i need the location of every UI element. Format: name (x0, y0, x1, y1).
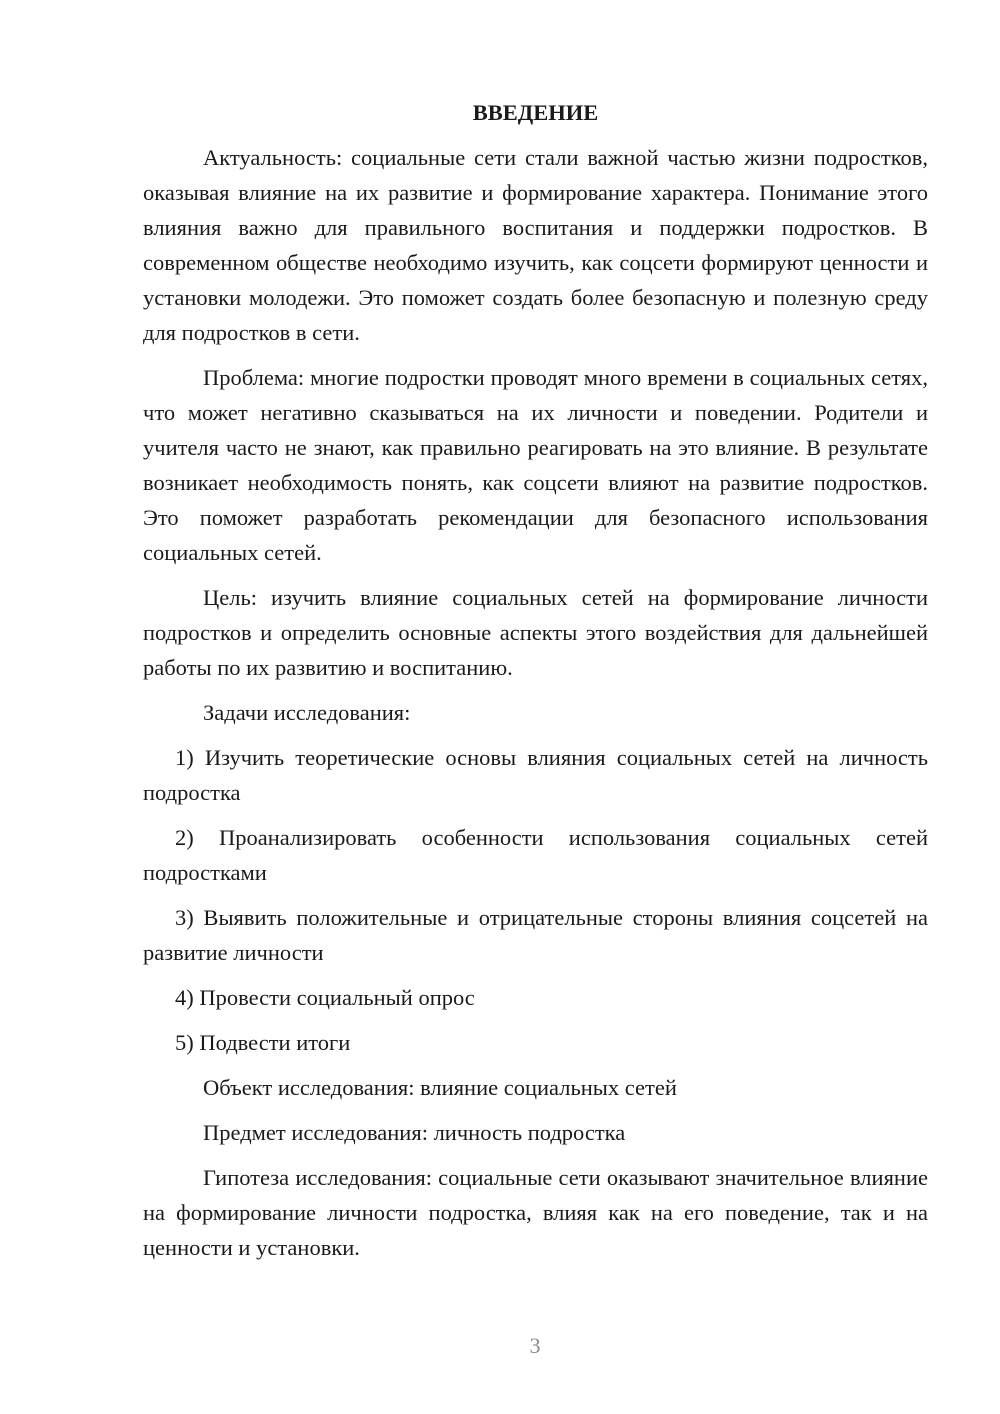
paragraph-hypothesis: Гипотеза исследования: социальные сети оказывают значительное влияние на формирование личности подростка, влияя как на его поведение, так и на ценности и установки. (143, 1165, 928, 1260)
paragraph-problem: Проблема: многие подростки проводят много времени в социальных сетях, что может негативно сказываться на их личности и поведении. Родители и учителя часто не знают, как правильно реагировать на это влияние. В результате возникает необходимость понять, как соцсети влияют на развитие подростков. Это поможет разработать рекомендации для безопасного использования социальных сетей. (143, 365, 928, 565)
page-title: ВВЕДЕНИЕ (472, 100, 599, 125)
document-page (143, 95, 928, 1275)
paragraph-goal: Цель: изучить влияние социальных сетей на формирование личности подростков и определить основные аспекты этого воздействия для дальнейшей работы по их развитию и воспитанию. (143, 585, 928, 680)
page-number: 3 (529, 1333, 541, 1358)
list-item-task-5: 5) Подвести итоги (175, 1030, 351, 1055)
list-item-task-3: 3) Выявить положительные и отрицательные стороны влияния соцсетей на развитие личности (143, 905, 928, 965)
tasks-title: Задачи исследования: (203, 700, 411, 725)
paragraph-subject: Предмет исследования: личность подростка (203, 1120, 626, 1145)
paragraph-relevance: Актуальность: социальные сети стали важной частью жизни подростков, оказывая влияние на их развитие и формирование характера. Понимание этого влияния важно для правильного воспитания и поддержки подростков. В современном обществе необходимо изучить, как соцсети формируют ценности и установки молодежи. Это поможет создать более безопасную и полезную среду для подростков в сети. (143, 145, 928, 345)
list-item-task-1: 1) Изучить теоретические основы влияния социальных сетей на личность подростка (143, 745, 928, 805)
list-item-task-4: 4) Провести социальный опрос (175, 985, 475, 1010)
paragraph-object: Объект исследования: влияние социальных сетей (203, 1075, 677, 1100)
list-item-task-2: 2) Проанализировать особенности использования социальных сетей подростками (143, 825, 928, 885)
